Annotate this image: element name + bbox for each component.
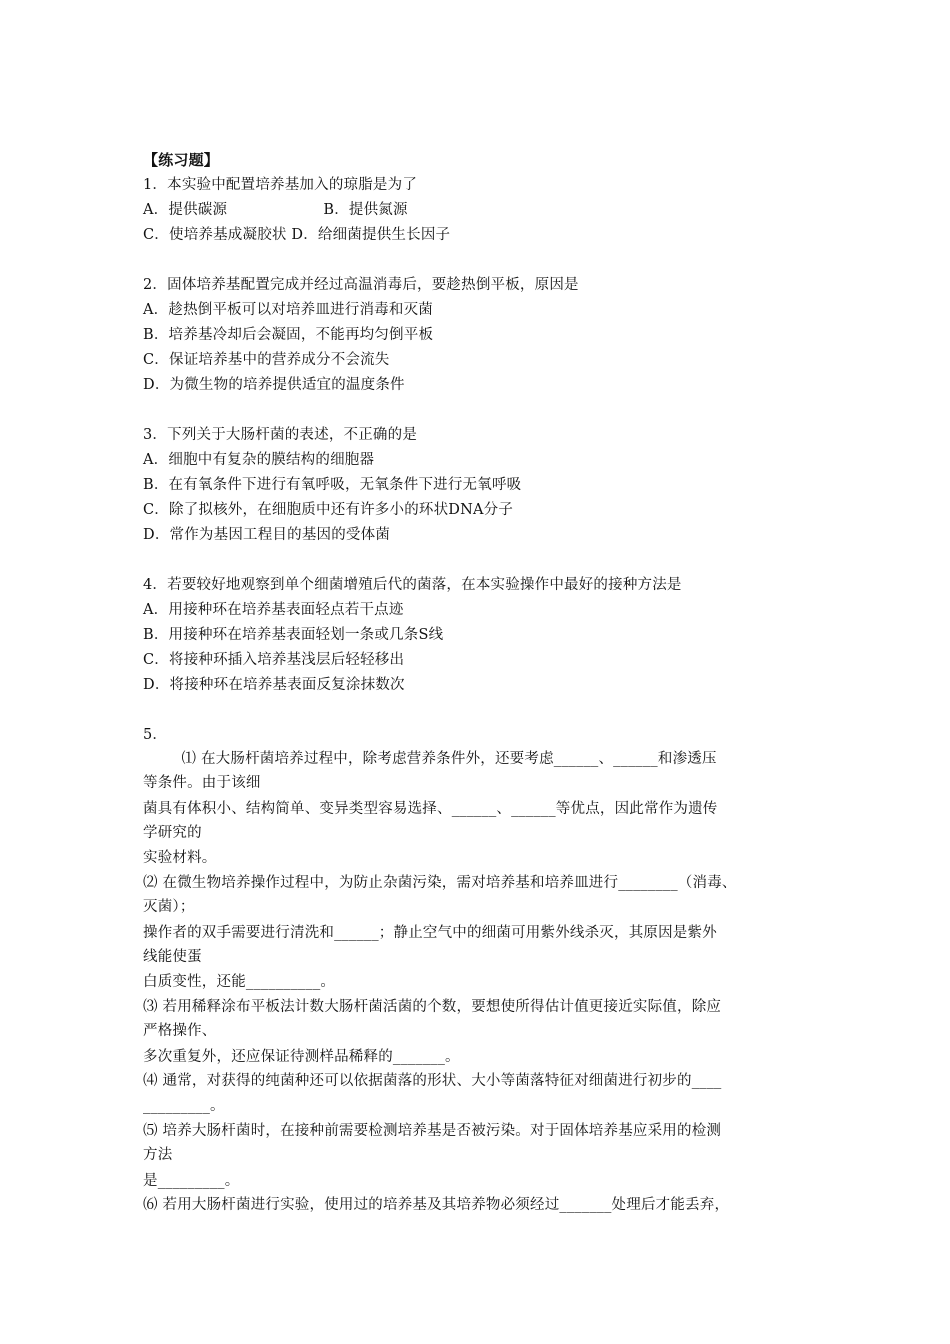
q5-part6-line1: ⑹ 若用大肠杆菌进行实验，使用过的培养基及其培养物必须经过_______处理后才能丢弃，: [143, 1197, 730, 1213]
q2-option-c: C．保证培养基中的营养成分不会流失: [143, 352, 390, 368]
q4-option-b: B．用接种环在培养基表面轻划一条或几条S线: [143, 627, 444, 643]
q3-option-b: B．在有氧条件下进行有氧呼吸，无氧条件下进行无氧呼吸: [143, 477, 522, 493]
q4-option-c: C．将接种环插入培养基浅层后轻轻移出: [143, 652, 405, 668]
exercise-title: 【练习题】: [143, 151, 220, 169]
q5-part1-line4: 学研究的: [143, 825, 202, 841]
q3-option-d: D．常作为基因工程目的基因的受体菌: [143, 527, 391, 543]
q5-part1-line2: 等条件。由于该细: [143, 775, 261, 791]
q5-part2-line1: ⑵ 在微生物培养操作过程中，为防止杂菌污染，需对培养基和培养皿进行________（消毒、: [143, 875, 737, 891]
q4-option-a: A．用接种环在培养基表面轻点若干点迹: [143, 602, 404, 618]
q3-option-a: A．细胞中有复杂的膜结构的细胞器: [143, 452, 375, 468]
q5-part5-line3: 是_________。: [143, 1173, 240, 1189]
q4-stem: 4．若要较好地观察到单个细菌增殖后代的菌落，在本实验操作中最好的接种方法是: [143, 577, 682, 593]
q5-part3-line1: ⑶ 若用稀释涂布平板法计数大肠杆菌活菌的个数，要想使所得估计值更接近实际值，除应: [143, 999, 722, 1015]
q1-stem: 1．本实验中配置培养基加入的琼脂是为了: [143, 177, 418, 193]
q5-part1-line1: ⑴ 在大肠杆菌培养过程中，除考虑营养条件外，还要考虑______、______和渗透压: [143, 751, 717, 767]
q4-option-d: D．将接种环在培养基表面反复涂抹数次: [143, 677, 405, 693]
q5-part3-line2: 严格操作、: [143, 1023, 217, 1039]
q5-number: 5．: [143, 727, 168, 743]
q5-part2-line3: 操作者的双手需要进行清洗和______；静止空气中的细菌可用紫外线杀灭，其原因是紫外: [143, 925, 717, 941]
q3-option-c: C．除了拟核外，在细胞质中还有许多小的环状DNA分子: [143, 502, 514, 518]
q2-option-d: D．为微生物的培养提供适宜的温度条件: [143, 377, 405, 393]
q5-part4-line1: ⑷ 通常，对获得的纯菌种还可以依据菌落的形状、大小等菌落特征对细菌进行初步的____: [143, 1073, 722, 1089]
q2-stem: 2．固体培养基配置完成并经过高温消毒后，要趁热倒平板，原因是: [143, 277, 579, 293]
q5-part1-line3: 菌具有体积小、结构简单、变异类型容易选择、______、______等优点，因此常作为遗传: [143, 801, 718, 817]
q2-option-a: A．趁热倒平板可以对培养皿进行消毒和灭菌: [143, 302, 433, 318]
q5-part4-line2: _________。: [143, 1098, 225, 1114]
q1-options-ab: A．提供碳源 B．提供氮源: [143, 202, 408, 218]
q3-stem: 3．下列关于大肠杆菌的表述，不正确的是: [143, 427, 418, 443]
q5-part1-line5: 实验材料。: [143, 850, 217, 866]
q2-option-b: B．培养基冷却后会凝固，不能再均匀倒平板: [143, 327, 434, 343]
q5-part2-line2: 灭菌）；: [143, 899, 195, 915]
q5-part2-line4: 线能使蛋: [143, 949, 202, 965]
q5-part2-line5: 白质变性，还能__________。: [143, 974, 336, 990]
q5-part5-line2: 方法: [143, 1147, 173, 1163]
q1-options-cd: C．使培养基成凝胶状 D．给细菌提供生长因子: [143, 227, 451, 243]
q5-part5-line1: ⑸ 培养大肠杆菌时，在接种前需要检测培养基是否被污染。对于固体培养基应采用的检测: [143, 1123, 722, 1139]
q5-part3-line3: 多次重复外，还应保证待测样品稀释的_______。: [143, 1049, 460, 1065]
